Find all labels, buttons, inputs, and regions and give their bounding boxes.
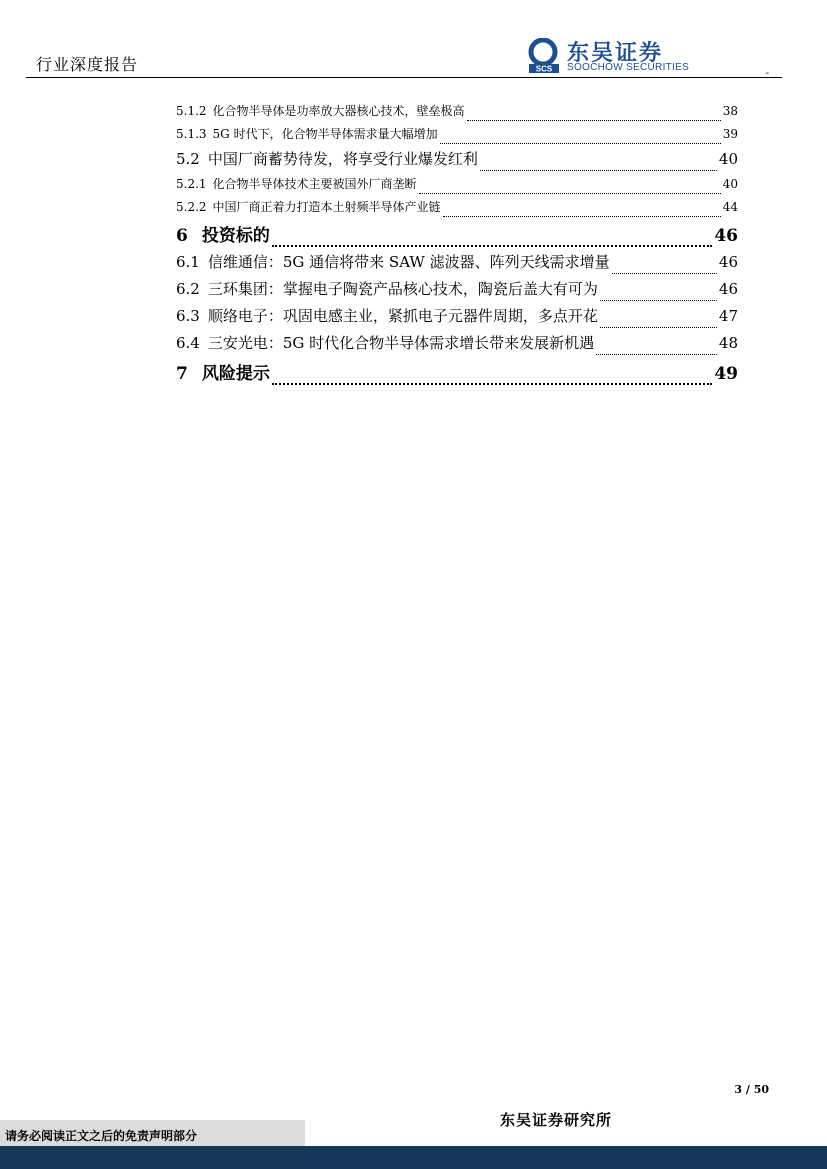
toc-dot-leader bbox=[600, 300, 717, 301]
footer-bar bbox=[0, 1146, 827, 1169]
toc-entry[interactable] bbox=[176, 221, 738, 251]
toc-entry-page: 48 bbox=[718, 334, 738, 352]
toc-entry[interactable] bbox=[176, 175, 738, 198]
disclaimer-text: 请务必阅读正文之后的免责声明部分 bbox=[5, 1129, 198, 1143]
toc-entry-page: 46 bbox=[714, 226, 738, 246]
toc-entry-page: 40 bbox=[718, 150, 738, 168]
page-number: 3 / 50 bbox=[734, 1083, 769, 1096]
toc-entry-page: 46 bbox=[718, 280, 738, 298]
toc-entry-number: 5.1.2 bbox=[176, 104, 207, 118]
toc-entry-number: 5.2 bbox=[176, 150, 200, 168]
toc-entry-title: 三环集团：掌握电子陶瓷产品核心技术，陶瓷后盖大有可为 bbox=[207, 280, 598, 298]
toc-entry-title: 风险提示 bbox=[201, 364, 270, 384]
toc-entry-number: 5.1.3 bbox=[176, 127, 207, 141]
toc-entry[interactable] bbox=[176, 332, 738, 359]
document-type-label: 行业深度报告 bbox=[36, 55, 139, 74]
toc-entry[interactable] bbox=[176, 148, 738, 175]
toc-dot-leader bbox=[440, 143, 721, 144]
toc-entry-page: 44 bbox=[722, 200, 738, 214]
toc-entry-number: 6.3 bbox=[176, 307, 200, 325]
logo-mark-text: SCS bbox=[535, 64, 553, 74]
toc-entry-number: 6.4 bbox=[176, 334, 200, 352]
toc-dot-leader bbox=[272, 383, 712, 385]
toc-entry-page: 46 bbox=[718, 253, 738, 271]
toc-entry-title: 投资标的 bbox=[201, 226, 270, 246]
toc-entry-title: 顺络电子：巩固电感主业，紧抓电子元器件周期，多点开花 bbox=[207, 307, 598, 325]
company-logo bbox=[527, 38, 697, 74]
toc-entry-title: 化合物半导体技术主要被国外厂商垄断 bbox=[212, 177, 417, 191]
toc-entry-number: 6.1 bbox=[176, 253, 200, 271]
logo-mark-icon bbox=[527, 38, 563, 74]
toc-entry-number: 7 bbox=[176, 364, 188, 384]
toc-entry[interactable] bbox=[176, 359, 738, 389]
toc-dot-leader bbox=[596, 354, 717, 355]
toc-entry-page: 49 bbox=[714, 364, 738, 384]
toc-entry-number: 5.2.2 bbox=[176, 200, 207, 214]
toc-entry[interactable] bbox=[176, 198, 738, 221]
toc-dot-leader bbox=[419, 193, 721, 194]
toc-entry[interactable] bbox=[176, 278, 738, 305]
toc-entry-page: 47 bbox=[718, 307, 738, 325]
toc-dot-leader bbox=[467, 120, 721, 121]
logo-chinese-name: 东吴证券 bbox=[567, 41, 664, 66]
toc-entry-number: 6 bbox=[176, 226, 188, 246]
toc-entry-title: 中国厂商蓄势待发，将享受行业爆发红利 bbox=[207, 150, 478, 168]
header-divider bbox=[26, 77, 782, 78]
footer-organization: 东吴证券研究所 bbox=[500, 1111, 613, 1129]
toc-entry-number: 5.2.1 bbox=[176, 177, 207, 191]
toc-entry-title: 中国厂商正着力打造本土射频半导体产业链 bbox=[212, 200, 441, 214]
toc-entry-title: 5G 时代下，化合物半导体需求量大幅增加 bbox=[212, 127, 438, 141]
toc-entry[interactable] bbox=[176, 251, 738, 278]
toc-dot-leader bbox=[480, 170, 717, 171]
toc-dot-leader bbox=[600, 327, 717, 328]
toc-entry-number: 6.2 bbox=[176, 280, 200, 298]
toc-entry-title: 三安光电：5G 时代化合物半导体需求增长带来发展新机遇 bbox=[207, 334, 595, 352]
toc-entry[interactable] bbox=[176, 305, 738, 332]
toc-dot-leader bbox=[443, 216, 721, 217]
toc-entry-page: 39 bbox=[722, 127, 738, 141]
toc-entry[interactable] bbox=[176, 102, 738, 125]
toc-dot-leader bbox=[612, 273, 717, 274]
toc-entry[interactable] bbox=[176, 125, 738, 148]
header-mark: - bbox=[765, 68, 769, 79]
toc-entry-title: 化合物半导体是功率放大器核心技术，壁垒极高 bbox=[212, 104, 465, 118]
table-of-contents bbox=[176, 102, 738, 389]
logo-english-name: SOOCHOW SECURITIES bbox=[567, 62, 690, 73]
toc-entry-title: 信维通信：5G 通信将带来 SAW 滤波器、阵列天线需求增量 bbox=[207, 253, 610, 271]
toc-dot-leader bbox=[272, 245, 712, 247]
toc-entry-page: 38 bbox=[722, 104, 738, 118]
toc-entry-page: 40 bbox=[722, 177, 738, 191]
